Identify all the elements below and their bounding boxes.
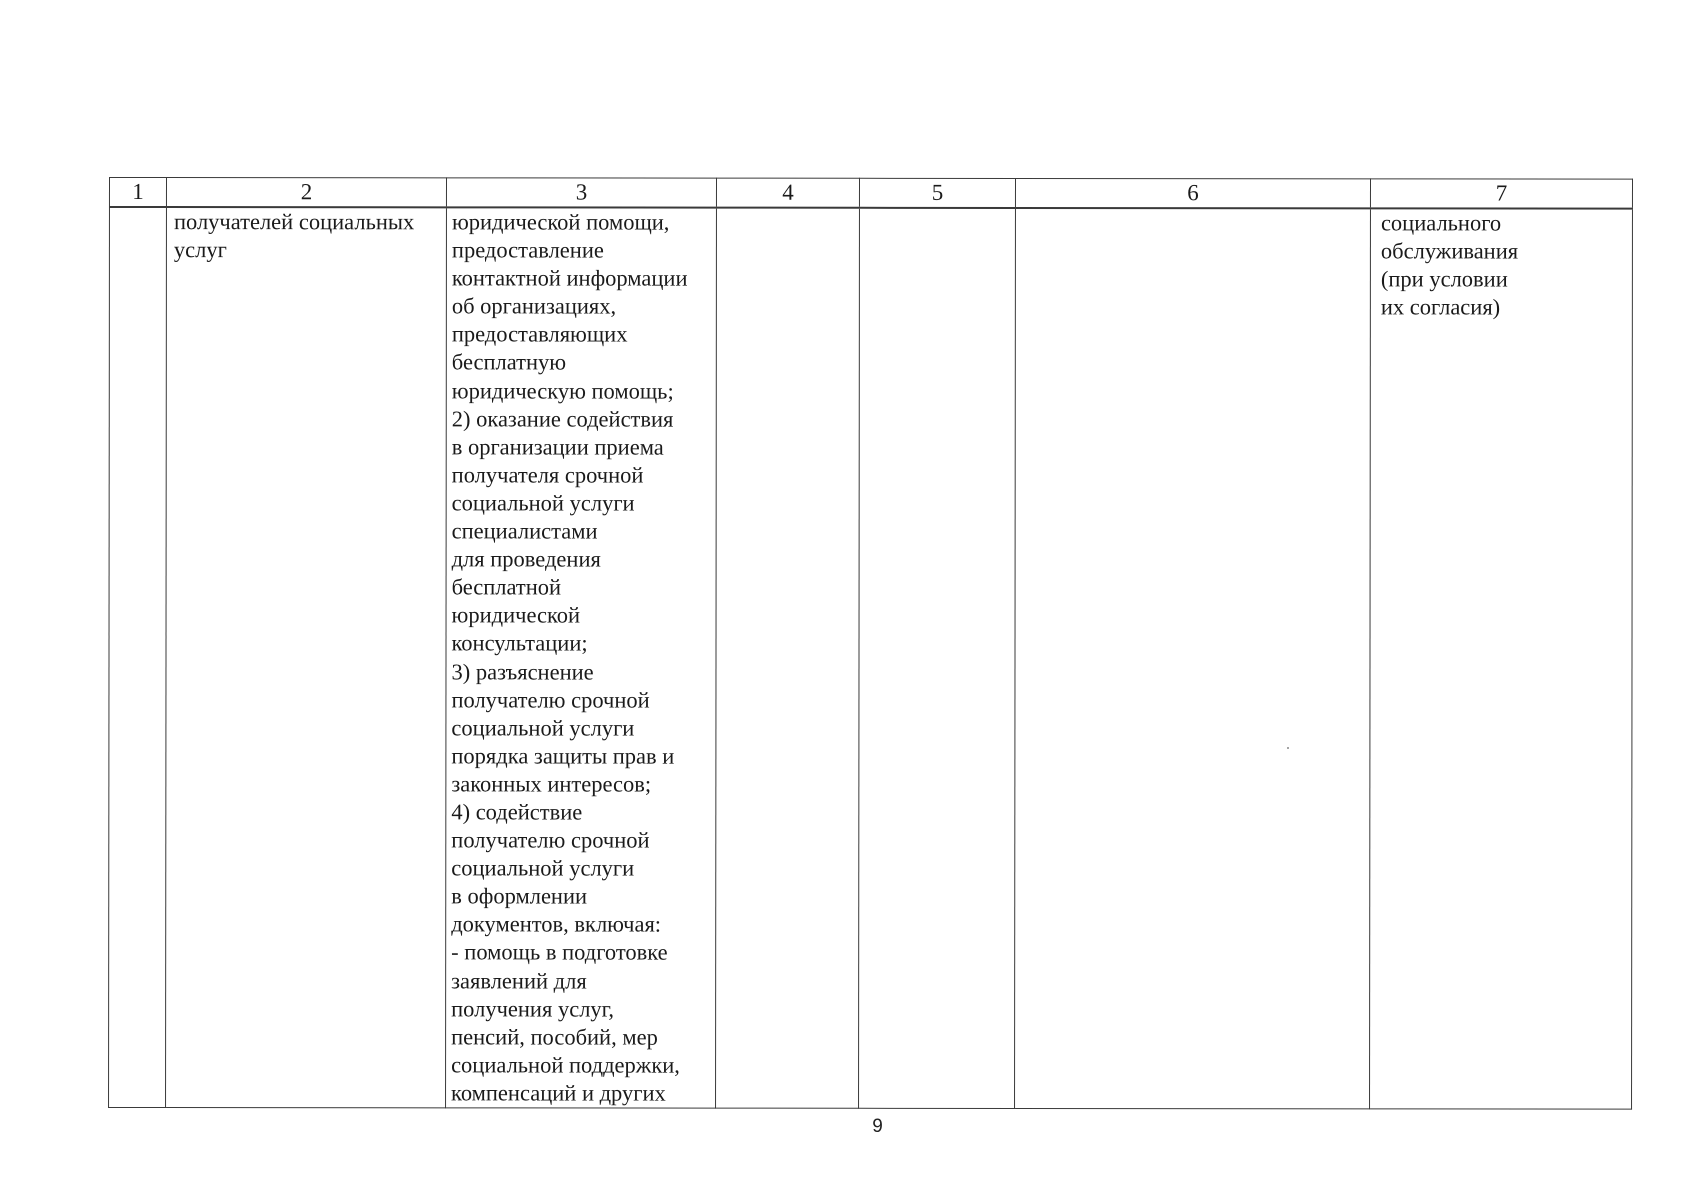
row-cell-1 xyxy=(109,207,167,1108)
cell-line: получателю срочной xyxy=(451,827,650,853)
column-header-4: 4 xyxy=(716,178,859,208)
cell-line: контактной информации xyxy=(451,265,688,291)
services-table xyxy=(108,177,1633,1110)
cell-line: получателю срочной xyxy=(451,686,650,713)
cell-line: бесплатную xyxy=(451,349,567,375)
table-row xyxy=(109,207,1633,1109)
cell-line: об организациях, xyxy=(451,293,617,319)
row-cell-4 xyxy=(716,208,860,1109)
cell-line: 2) оказание содействия xyxy=(451,406,674,432)
cell-line: документов, включая: xyxy=(451,911,662,937)
cell-line: бесплатной xyxy=(451,574,562,600)
page-number: 9 xyxy=(872,1116,883,1137)
cell-line: социальной услуги xyxy=(451,490,635,516)
cell-line: их согласия) xyxy=(1380,294,1501,320)
cell-line: консультации; xyxy=(451,630,588,656)
cell-line: социальной услуги xyxy=(451,855,635,881)
cell-line: предоставление xyxy=(451,237,604,263)
cell-line: получателя срочной xyxy=(451,462,644,488)
header-row xyxy=(109,178,1632,209)
cell-line: (при условии xyxy=(1380,266,1508,292)
column-header-5: 5 xyxy=(859,178,1015,208)
row-cell-3 xyxy=(446,207,717,1108)
column-header-1: 1 xyxy=(109,178,166,208)
cell-line: законных интересов; xyxy=(451,771,652,797)
cell-line: предоставляющих xyxy=(451,321,628,347)
row-cell-5 xyxy=(859,208,1016,1109)
column-header-3: 3 xyxy=(446,178,716,208)
cell-2-text xyxy=(167,208,446,264)
cell-line: юридической xyxy=(451,602,581,628)
cell-7-text xyxy=(1371,209,1632,322)
cell-line: порядка защиты прав и xyxy=(451,743,675,769)
cell-line: получателей социальных xyxy=(173,209,415,235)
cell-line: услуг xyxy=(173,237,227,263)
cell-line: 3) разъяснение xyxy=(451,658,594,685)
cell-line: в оформлении xyxy=(451,883,588,909)
cell-line: обслуживания xyxy=(1380,238,1519,264)
cell-line: получения услуг, xyxy=(451,995,615,1022)
cell-line: пенсий, пособий, мер xyxy=(451,1024,658,1050)
cell-line: 4) содействие xyxy=(451,799,583,825)
cell-line: в организации приема xyxy=(451,434,664,460)
column-header-2: 2 xyxy=(166,178,446,208)
cell-line: социального xyxy=(1380,210,1502,236)
cell-line: юридической помощи, xyxy=(451,209,670,235)
row-cell-2 xyxy=(166,207,447,1108)
cell-line: компенсаций и других xyxy=(451,1080,666,1106)
column-header-7: 7 xyxy=(1370,179,1632,209)
cell-line: - помощь в подготовке xyxy=(451,939,668,966)
cell-line: специалистами xyxy=(451,518,598,544)
cell-line: социальной услуги xyxy=(451,715,635,741)
cell-line: социальной поддержки, xyxy=(451,1052,680,1078)
cell-line: юридическую помощь; xyxy=(451,377,674,404)
scan-speck xyxy=(1287,747,1289,749)
cell-line: для проведения xyxy=(451,546,601,572)
row-cell-6 xyxy=(1015,208,1371,1109)
cell-line: заявлений для xyxy=(451,967,587,994)
row-cell-7 xyxy=(1370,208,1633,1109)
cell-3-text xyxy=(446,208,716,1107)
column-header-6: 6 xyxy=(1015,178,1370,208)
